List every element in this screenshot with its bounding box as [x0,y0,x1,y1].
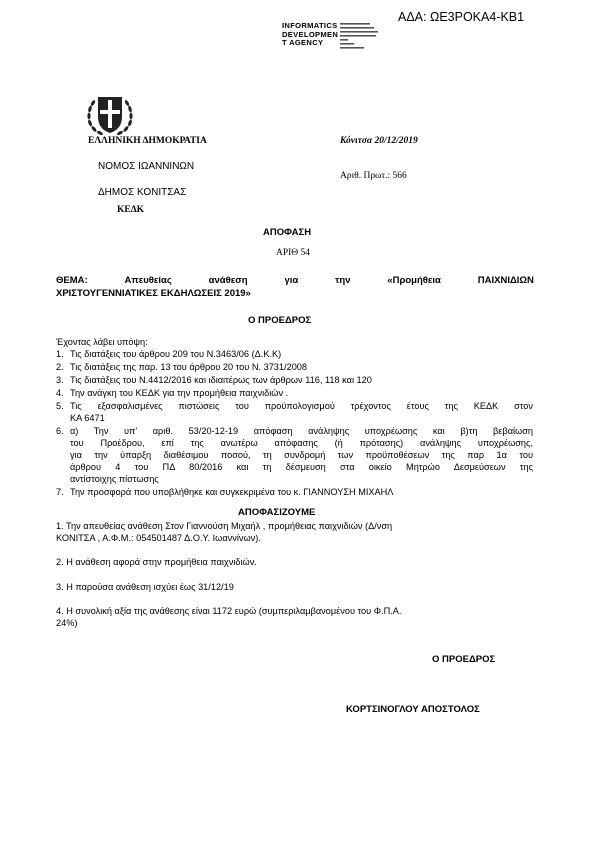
list-item-text: Τις διατάξεις του Ν.4412/2016 και ιδιαιτέρως των άρθρων 116, 118 και 120 [70,375,372,385]
decision-item-line: 2. Η ανάθεση αφορά στην προμήθεια παιχνιδιών. [56,557,257,567]
list-item-number: 1. [56,349,64,359]
subject-word: ΘΕΜΑ: [56,275,88,286]
list-item-text: αντίστοιχης πίστωσης [70,474,159,484]
agency-logo-text [282,22,338,48]
issuer-entity: ΚΕΔΚ [117,205,145,215]
subject-word: την [335,275,351,286]
chair-heading: Ο ΠΡΟΕΔΡΟΣ [248,315,312,326]
list-item-number: 6. [56,426,64,436]
subject-line-1 [56,275,534,286]
signature-role: Ο ΠΡΟΕΔΡΟΣ [432,654,496,665]
list-item-text: Την ανάγκη του ΚΕΔΚ για την προμήθεια παιχνιδιών . [70,388,289,398]
agency-line: DEVELOPMEN [282,29,339,39]
decision-item-line: ΚΟΝΙΤΣΑ , Α.Φ.Μ.: 054501487 Δ.Ο.Υ. Ιωαννίνων). [56,533,261,543]
decision-item-line: 3. Η παρούσα ανάθεση ισχύει έως 31/12/19 [56,582,234,592]
issuer-country: ΕΛΛΗΝΙΚΗ ΔΗΜΟΚΡΑΤΙΑ [88,136,207,146]
subject-line-2: ΧΡΙΣΤΟΥΓΕΝΝΙΑΤΙΚΕΣ ΕΚΔΗΛΩΣΕΙΣ 2019» [56,288,251,299]
ada-code: ΑΔΑ: ΩΕ3ΡΟΚΑ4-ΚΒ1 [398,10,525,24]
subject-word: «Προμήθεια [387,275,441,286]
list-item-text: Τις διατάξεις της παρ. 13 του άρθρου 20 του Ν. 3731/2008 [70,362,308,372]
list-item-number: 2. [56,362,64,372]
list-item-text: Την προσφορά που υποβλήθηκε και συγκεκριμένα του κ. ΓΙΑΝΝΟΥΣΗ ΜΙΧΑΗΛ [70,487,394,497]
agency-line: T AGENCY [282,38,324,48]
decide-heading: ΑΠΟΦΑΣΙΖΟΥΜΕ [238,507,316,518]
list-item-text: του Προέδρου, επί της ανωτέρω απόφασης (ή πρότασης) ανάληψης υποχρέωσης, [70,438,533,448]
considering-intro: Έχοντας λάβει υπόψη: [56,337,148,347]
subject-word: ΠΑΙΧΝΙΔΙΩΝ [477,275,534,286]
protocol-number: Αριθ. Πρωτ.: 566 [340,171,407,181]
agency-line: INFORMATICS [282,21,338,30]
decision-item-line: 24%) [56,618,78,628]
list-item-text: για την ύπαρξη διαθέσιμου ποσού, τη συνδρομή των προϋποθέσεων της παρ 1α του [70,450,533,460]
signature-name: ΚΟΡΤΣΙΝΟΓΛΟΥ ΑΠΟΣΤΟΛΟΣ [346,704,480,715]
agency-fineprint-graphic [340,22,382,56]
issuer-prefecture: ΝΟΜΟΣ ΙΩΑΝΝΙΝΩΝ [98,161,195,172]
subject-word: ανάθεση [208,275,248,286]
list-item-number: 4. [56,388,64,398]
issuer-municipality: ΔΗΜΟΣ ΚΟΝΙΤΣΑΣ [98,187,187,198]
subject-word: Απευθείας [124,275,172,286]
list-item-text: Τις εξασφαλισμένες πιστώσεις του προϋπολογισμού τρέχοντος έτους της ΚΕΔΚ στον [70,401,533,411]
greek-coat-of-arms-icon [84,91,136,137]
list-item-text: άρθρου 4 του ΠΔ 80/2016 και τη δέσμευση στα οικείο Μητρώο Δεσμεύσεων της [70,462,533,472]
decision-item-line: 1. Την απευθείας ανάθεση Στον Γιαννούση Μιχαήλ , προμήθειας παιχνιδιών (Δ/νση [56,521,393,531]
decision-title: ΑΠΟΦΑΣΗ [263,227,312,238]
list-item-number: 7. [56,487,64,497]
subject-word: για [284,275,299,286]
decision-number: ΑΡΙΘ 54 [276,248,311,258]
list-item-number: 5. [56,401,64,411]
list-item-text: ΚΑ 6471 [70,413,105,423]
list-item-text: α) Την υπ' αριθ. 53/20-12-19 απόφαση ανάληψης υποχρέωσης και β)τη βεβαίωση [70,426,533,436]
list-item-number: 3. [56,375,64,385]
list-item-text: Τις διατάξεις του άρθρου 209 του Ν.3463/06 (Δ.Κ.Κ) [70,349,282,359]
place-date: Κόνιτσα 20/12/2019 [340,136,418,146]
decision-item-line: 4. Η συνολική αξία της ανάθεσης είναι 1172 ευρώ (συμπεριλαμβανομένου του Φ.Π.Α. [56,606,402,616]
